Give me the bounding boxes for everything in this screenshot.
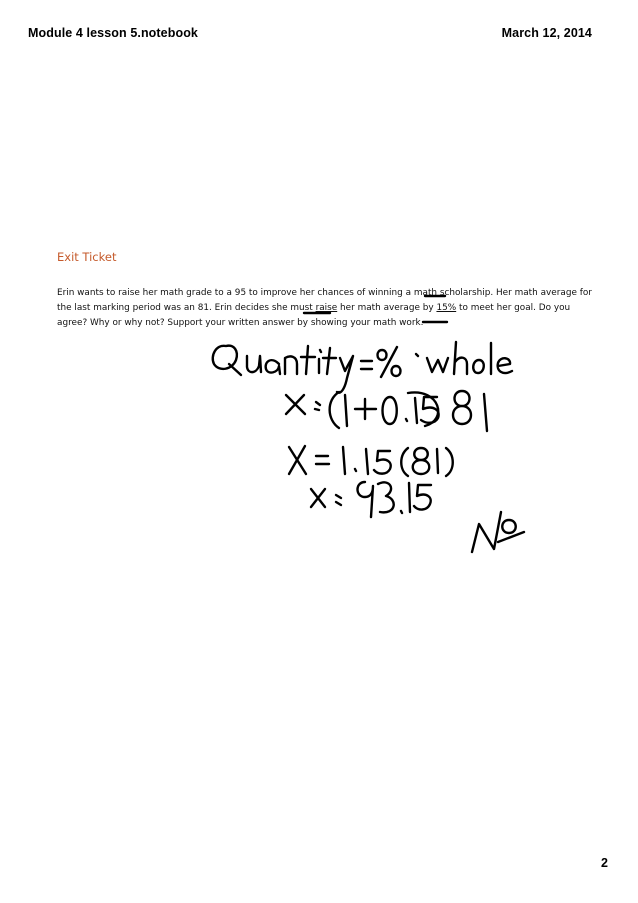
page-number: 2: [601, 856, 608, 870]
problem-percent: 15%: [436, 303, 457, 313]
problem-text-2: her math average by: [337, 303, 437, 313]
ink-line-4: [311, 482, 431, 517]
ink-no: [472, 512, 524, 552]
header-date: March 12, 2014: [501, 26, 592, 40]
ink-line-1: [213, 342, 512, 393]
ink-line-3: [289, 446, 453, 476]
notebook-title: Module 4 lesson 5.notebook: [28, 26, 198, 40]
problem-text-3: to meet her goal. Do you agree? Why or why not? Support your written answer by showing your math work.: [57, 303, 571, 328]
ink-line-2: [286, 391, 487, 431]
problem-raise-word: raise: [315, 303, 338, 313]
exit-ticket-title: Exit Ticket: [57, 250, 117, 264]
problem-text-1: Erin wants to raise her math grade to a 95 to improve her chances of winning a math scholarship. Her math average for the last marking period was an 81. Erin decides she must: [57, 288, 592, 313]
